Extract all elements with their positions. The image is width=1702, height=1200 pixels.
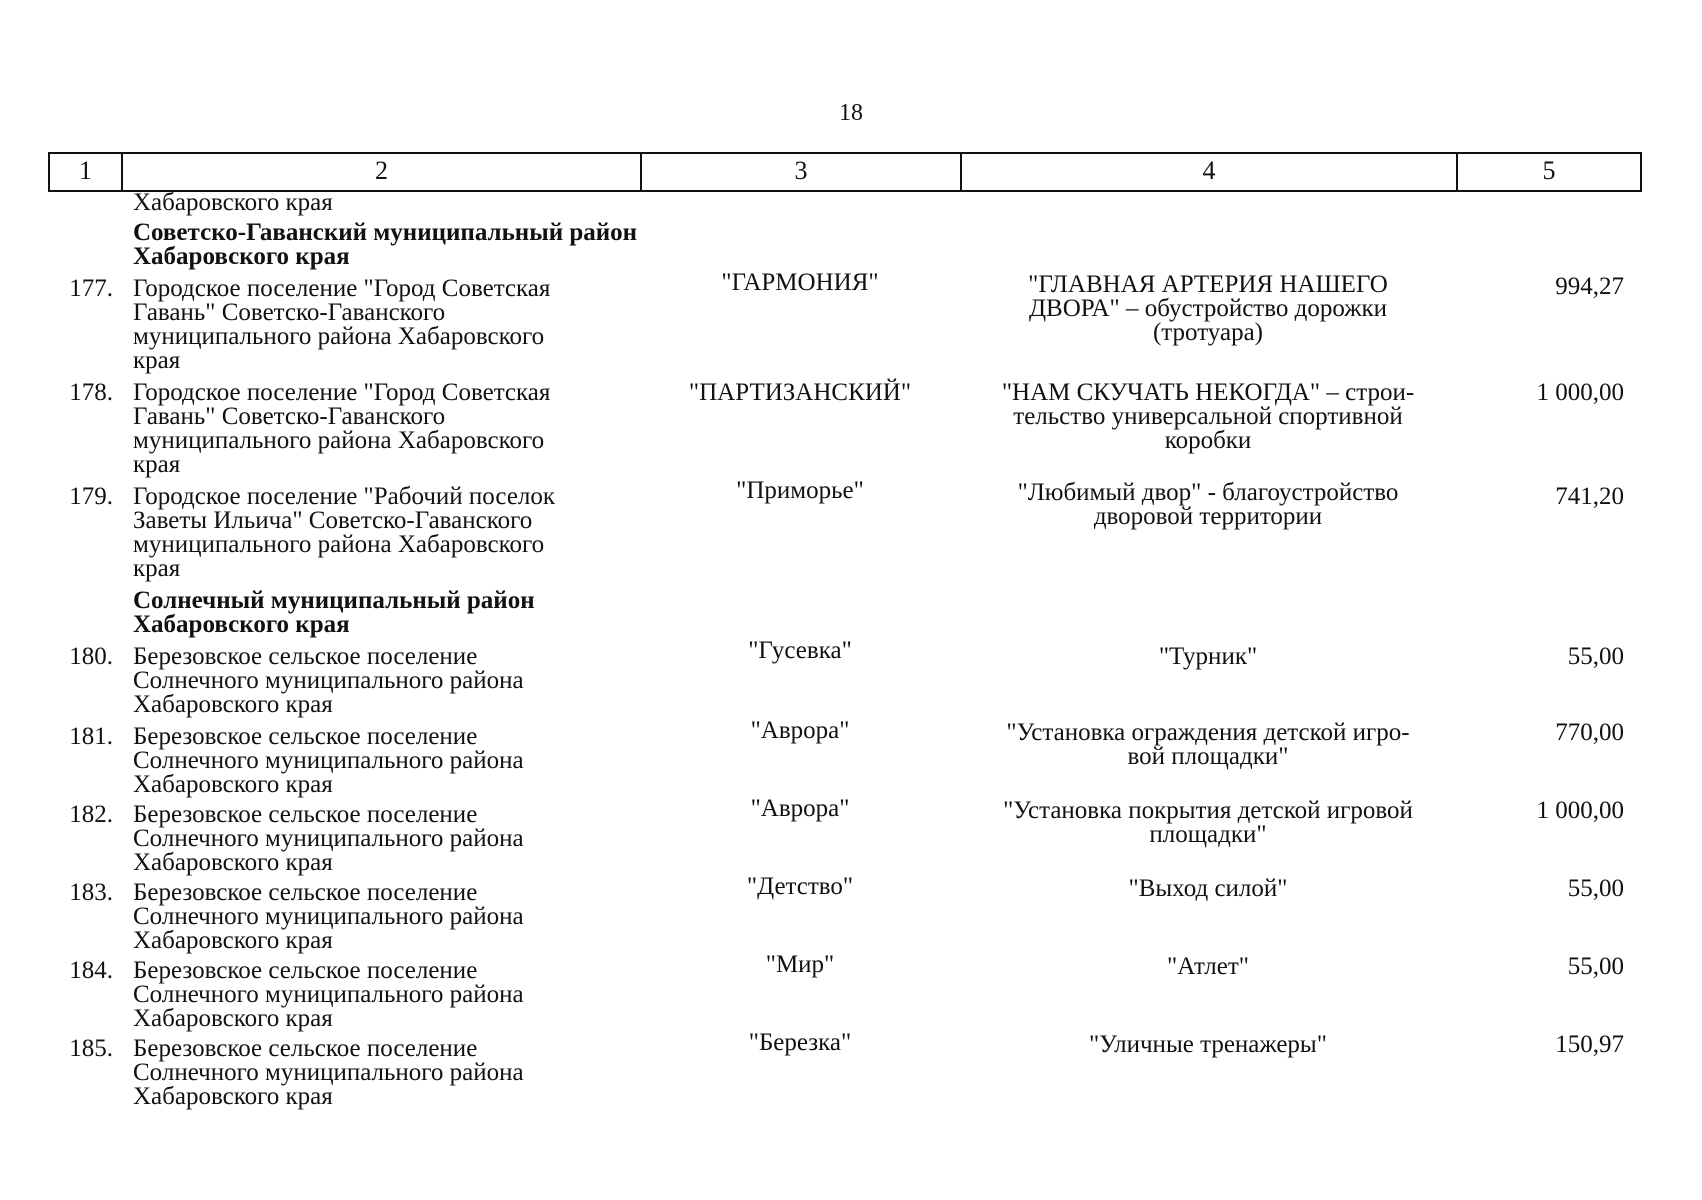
- amount: 994,27: [1555, 273, 1624, 300]
- amount: 1 000,00: [1536, 379, 1624, 406]
- settlement-name: Березовское сельское поселение Солнечного муниципального района Хабаровского края: [133, 957, 524, 1032]
- amount: 1 000,00: [1536, 797, 1624, 824]
- section-title: Солнечный муниципальный район Хабаровского края: [133, 587, 535, 638]
- settlement-name: Березовское сельское поселение Солнечного муниципального района Хабаровского края: [133, 801, 524, 876]
- continuation-row: [48, 191, 1642, 215]
- project-name: "ПАРТИЗАНСКИЙ": [688, 379, 912, 406]
- row-number: 184.: [69, 957, 113, 984]
- amount: 55,00: [1567, 953, 1624, 980]
- section-title: Советско-Гаванский муниципальный район Хабаровского края: [133, 219, 638, 270]
- project-description: "Выход силой": [1128, 875, 1288, 902]
- settlement-name: Березовское сельское поселение Солнечного муниципального района Хабаровского края: [133, 879, 524, 954]
- project-name: "Приморье": [736, 477, 864, 504]
- page-number: 18: [839, 100, 863, 126]
- table-row: [48, 795, 1642, 876]
- settlement-name: Городское поселение "Рабочий поселок Заветы Ильича" Советско-Гаванского муниципального района Хабаровского края: [133, 483, 556, 582]
- table-row: [48, 951, 1642, 1032]
- row-number: 179.: [69, 483, 113, 510]
- project-name: "Аврора": [750, 717, 850, 744]
- header-col-4: 4: [962, 154, 1458, 190]
- row-number: 183.: [69, 879, 113, 906]
- project-description: "Уличные тренажеры": [1089, 1031, 1327, 1058]
- project-name: "ГАРМОНИЯ": [721, 269, 879, 296]
- settlement-name: Городское поселение "Город Советская Гавань" Советско-Гаванского муниципального района Хабаровского края: [133, 275, 551, 374]
- settlement-name: Березовское сельское поселение Солнечного муниципального района Хабаровского края: [133, 723, 524, 798]
- row-number: 178.: [69, 379, 113, 406]
- table-row: [48, 873, 1642, 954]
- amount: 770,00: [1555, 719, 1624, 746]
- row-number: 181.: [69, 723, 113, 750]
- header-col-5: 5: [1542, 156, 1556, 185]
- row-number: 182.: [69, 801, 113, 828]
- header-col-3: 3: [642, 154, 962, 190]
- table-row: [48, 269, 1642, 374]
- project-description: "Установка покрытия детской игровой площадки": [1003, 797, 1413, 848]
- project-name: "Аврора": [750, 795, 850, 822]
- settlement-name: Городское поселение "Город Советская Гавань" Советско-Гаванского муниципального района Хабаровского края: [133, 379, 551, 478]
- table-row: [48, 381, 1642, 477]
- amount: 741,20: [1555, 483, 1624, 510]
- continuation-text: Хабаровского края: [133, 189, 333, 216]
- table-body: [48, 191, 1642, 1109]
- project-name: "Березка": [748, 1029, 852, 1056]
- table-row: [48, 477, 1642, 582]
- project-description: "ГЛАВНАЯ АРТЕРИЯ НАШЕГО ДВОРА" – обустройство дорожки (тротуара): [1028, 271, 1388, 346]
- amount: 55,00: [1567, 643, 1624, 670]
- project-name: "Гусевка": [748, 637, 852, 664]
- row-number: 180.: [69, 643, 113, 670]
- header-col-2: 2: [123, 154, 642, 190]
- settlement-name: Березовское сельское поселение Солнечного муниципального района Хабаровского края: [133, 1035, 524, 1110]
- header-col-1: 1: [50, 154, 123, 190]
- project-description: "Турник": [1158, 643, 1258, 670]
- table-row: [48, 717, 1642, 798]
- table-row: [48, 1029, 1642, 1110]
- project-description: "НАМ СКУЧАТЬ НЕКОГДА" – строи- тельство универсальной спортивной коробки: [1001, 379, 1415, 454]
- row-number: 185.: [69, 1035, 113, 1062]
- amount: 55,00: [1567, 875, 1624, 902]
- project-name: "Детство": [746, 873, 854, 900]
- row-number: 177.: [69, 275, 113, 302]
- table-header: [48, 152, 1642, 192]
- amount: 150,97: [1555, 1031, 1624, 1058]
- project-description: "Атлет": [1166, 953, 1250, 980]
- project-description: "Установка ограждения детской игро- вой площадки": [1006, 719, 1410, 770]
- project-name: "Мир": [765, 951, 835, 978]
- table-row: [48, 637, 1642, 718]
- project-description: "Любимый двор" - благоустройство дворовой территории: [1017, 479, 1399, 530]
- settlement-name: Березовское сельское поселение Солнечного муниципального района Хабаровского края: [133, 643, 524, 718]
